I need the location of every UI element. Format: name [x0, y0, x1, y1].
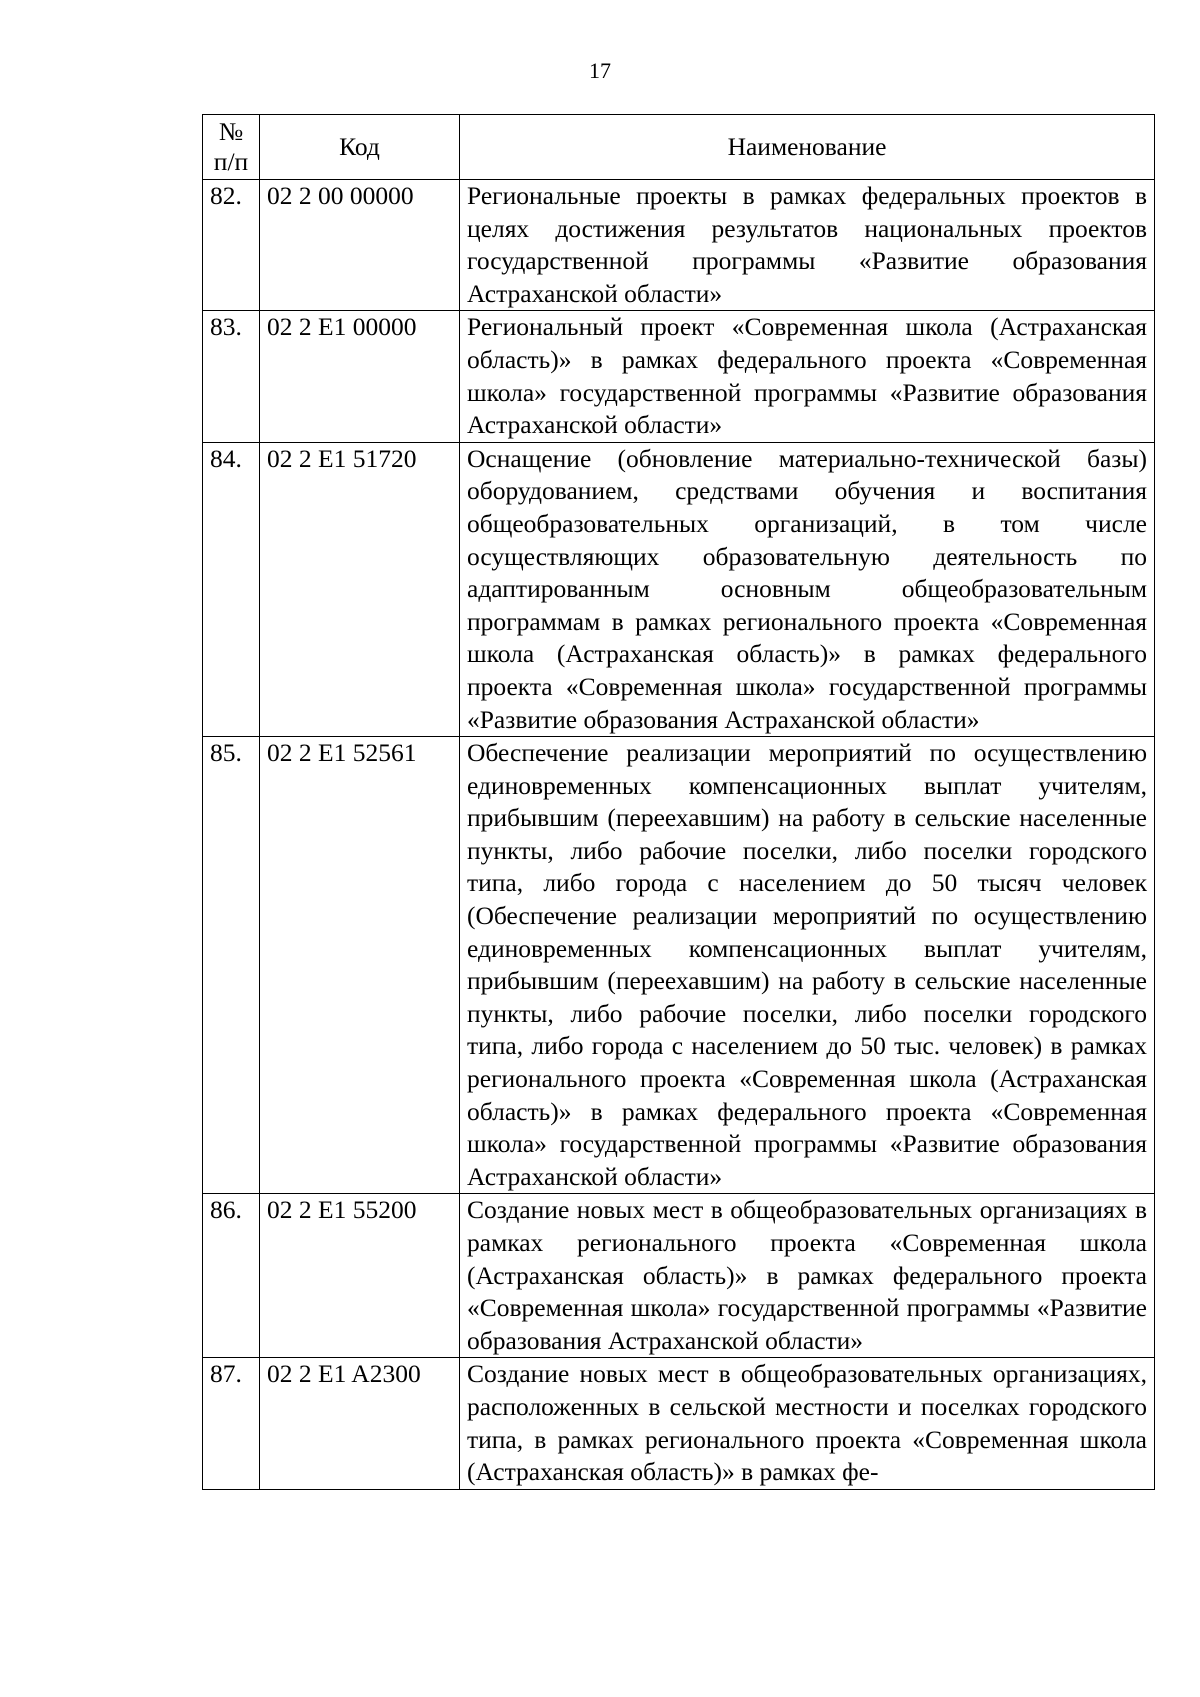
row-number: 84.: [203, 442, 260, 736]
page-number: 17: [589, 58, 611, 83]
row-number: 85.: [203, 737, 260, 1194]
row-number: 86.: [203, 1194, 260, 1358]
row-name: Оснащение (обновление материально-технической базы) оборудованием, средствами обучения и воспитания общеобразовательных организаций, в том числе осуществляющих образовательную деятельность по адаптированным основным общеобразовательным программам в рамках регионального проекта «Современная школа (Астраханская область)» в рамках федерального проекта «Современная школа» государственной программы «Развитие образования Астраханской области»: [460, 442, 1155, 736]
table-header-row: [203, 115, 1155, 180]
row-number: 82.: [203, 180, 260, 311]
row-name: Обеспечение реализации мероприятий по осуществлению единовременных компенсационных выплат учителям, прибывшим (переехавшим) на работу в сельские населенные пункты, либо рабочие поселки, либо поселки городского типа, либо города с населением до 50 тысяч человек (Обеспечение реализации мероприятий по осуществлению единовременных компенсационных выплат учителям, прибывшим (переехавшим) на работу в сельские населенные пункты, либо рабочие поселки, либо поселки городского типа, либо города с населением до 50 тыс. человек) в рамках регионального проекта «Современная школа (Астраханская область)» в рамках федерального проекта «Современная школа» государственной программы «Развитие образования Астраханской области»: [460, 737, 1155, 1194]
header-number-pp: п/п: [213, 147, 249, 176]
row-number: 83.: [203, 311, 260, 442]
row-code: 02 2 E1 51720: [260, 442, 460, 736]
header-number-sign: №: [218, 117, 244, 146]
row-name: Создание новых мест в общеобразовательных организациях, расположенных в сельской местности и поселках городского типа, в рамках регионального проекта «Современная школа (Астраханская область)» в рамках фе-: [460, 1358, 1155, 1489]
header-code: Код: [260, 115, 460, 180]
table-row: [203, 311, 1155, 442]
header-name: Наименование: [460, 115, 1155, 180]
table-row: [203, 737, 1155, 1194]
row-name: Региональные проекты в рамках федеральных проектов в целях достижения результатов национальных проектов государственной программы «Развитие образования Астраханской области»: [460, 180, 1155, 311]
row-number: 87.: [203, 1358, 260, 1489]
row-name: Создание новых мест в общеобразовательных организациях в рамках регионального проекта «Современная школа (Астраханская область)» в рамках федерального проекта «Современная школа» государственной программы «Развитие образования Астраханской области»: [460, 1194, 1155, 1358]
row-name: Региональный проект «Современная школа (Астраханская область)» в рамках федерального проекта «Современная школа» государственной программы «Развитие образования Астраханской области»: [460, 311, 1155, 442]
row-code: 02 2 E1 00000: [260, 311, 460, 442]
header-number: [203, 115, 260, 180]
table-row: [203, 1358, 1155, 1489]
table-row: [203, 180, 1155, 311]
row-code: 02 2 E1 A2300: [260, 1358, 460, 1489]
table-row: [203, 442, 1155, 736]
row-code: 02 2 E1 55200: [260, 1194, 460, 1358]
row-code: 02 2 00 00000: [260, 180, 460, 311]
table-row: [203, 1194, 1155, 1358]
classification-table: [202, 114, 1155, 1490]
row-code: 02 2 E1 52561: [260, 737, 460, 1194]
